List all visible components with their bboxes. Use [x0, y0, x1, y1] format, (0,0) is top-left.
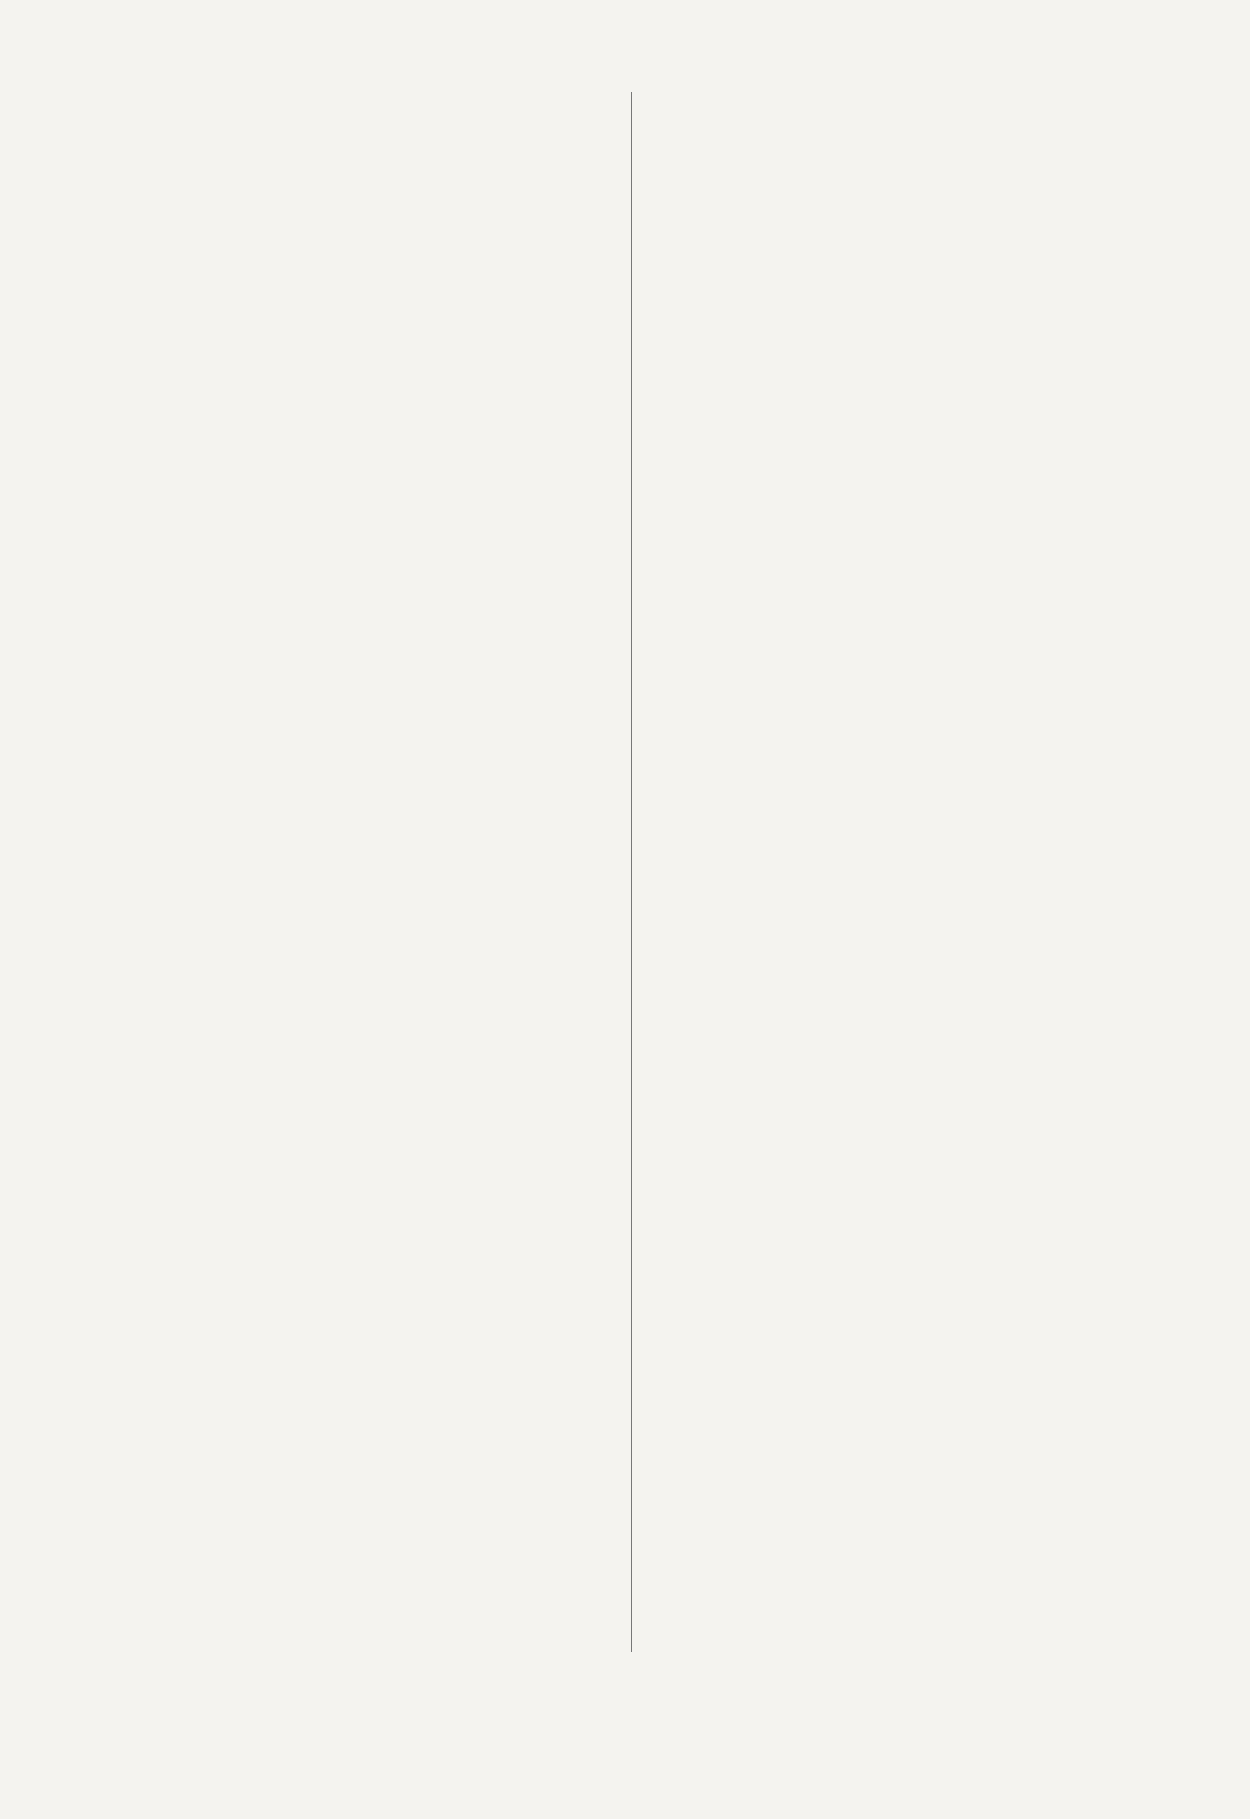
column-divider: [631, 92, 632, 1652]
